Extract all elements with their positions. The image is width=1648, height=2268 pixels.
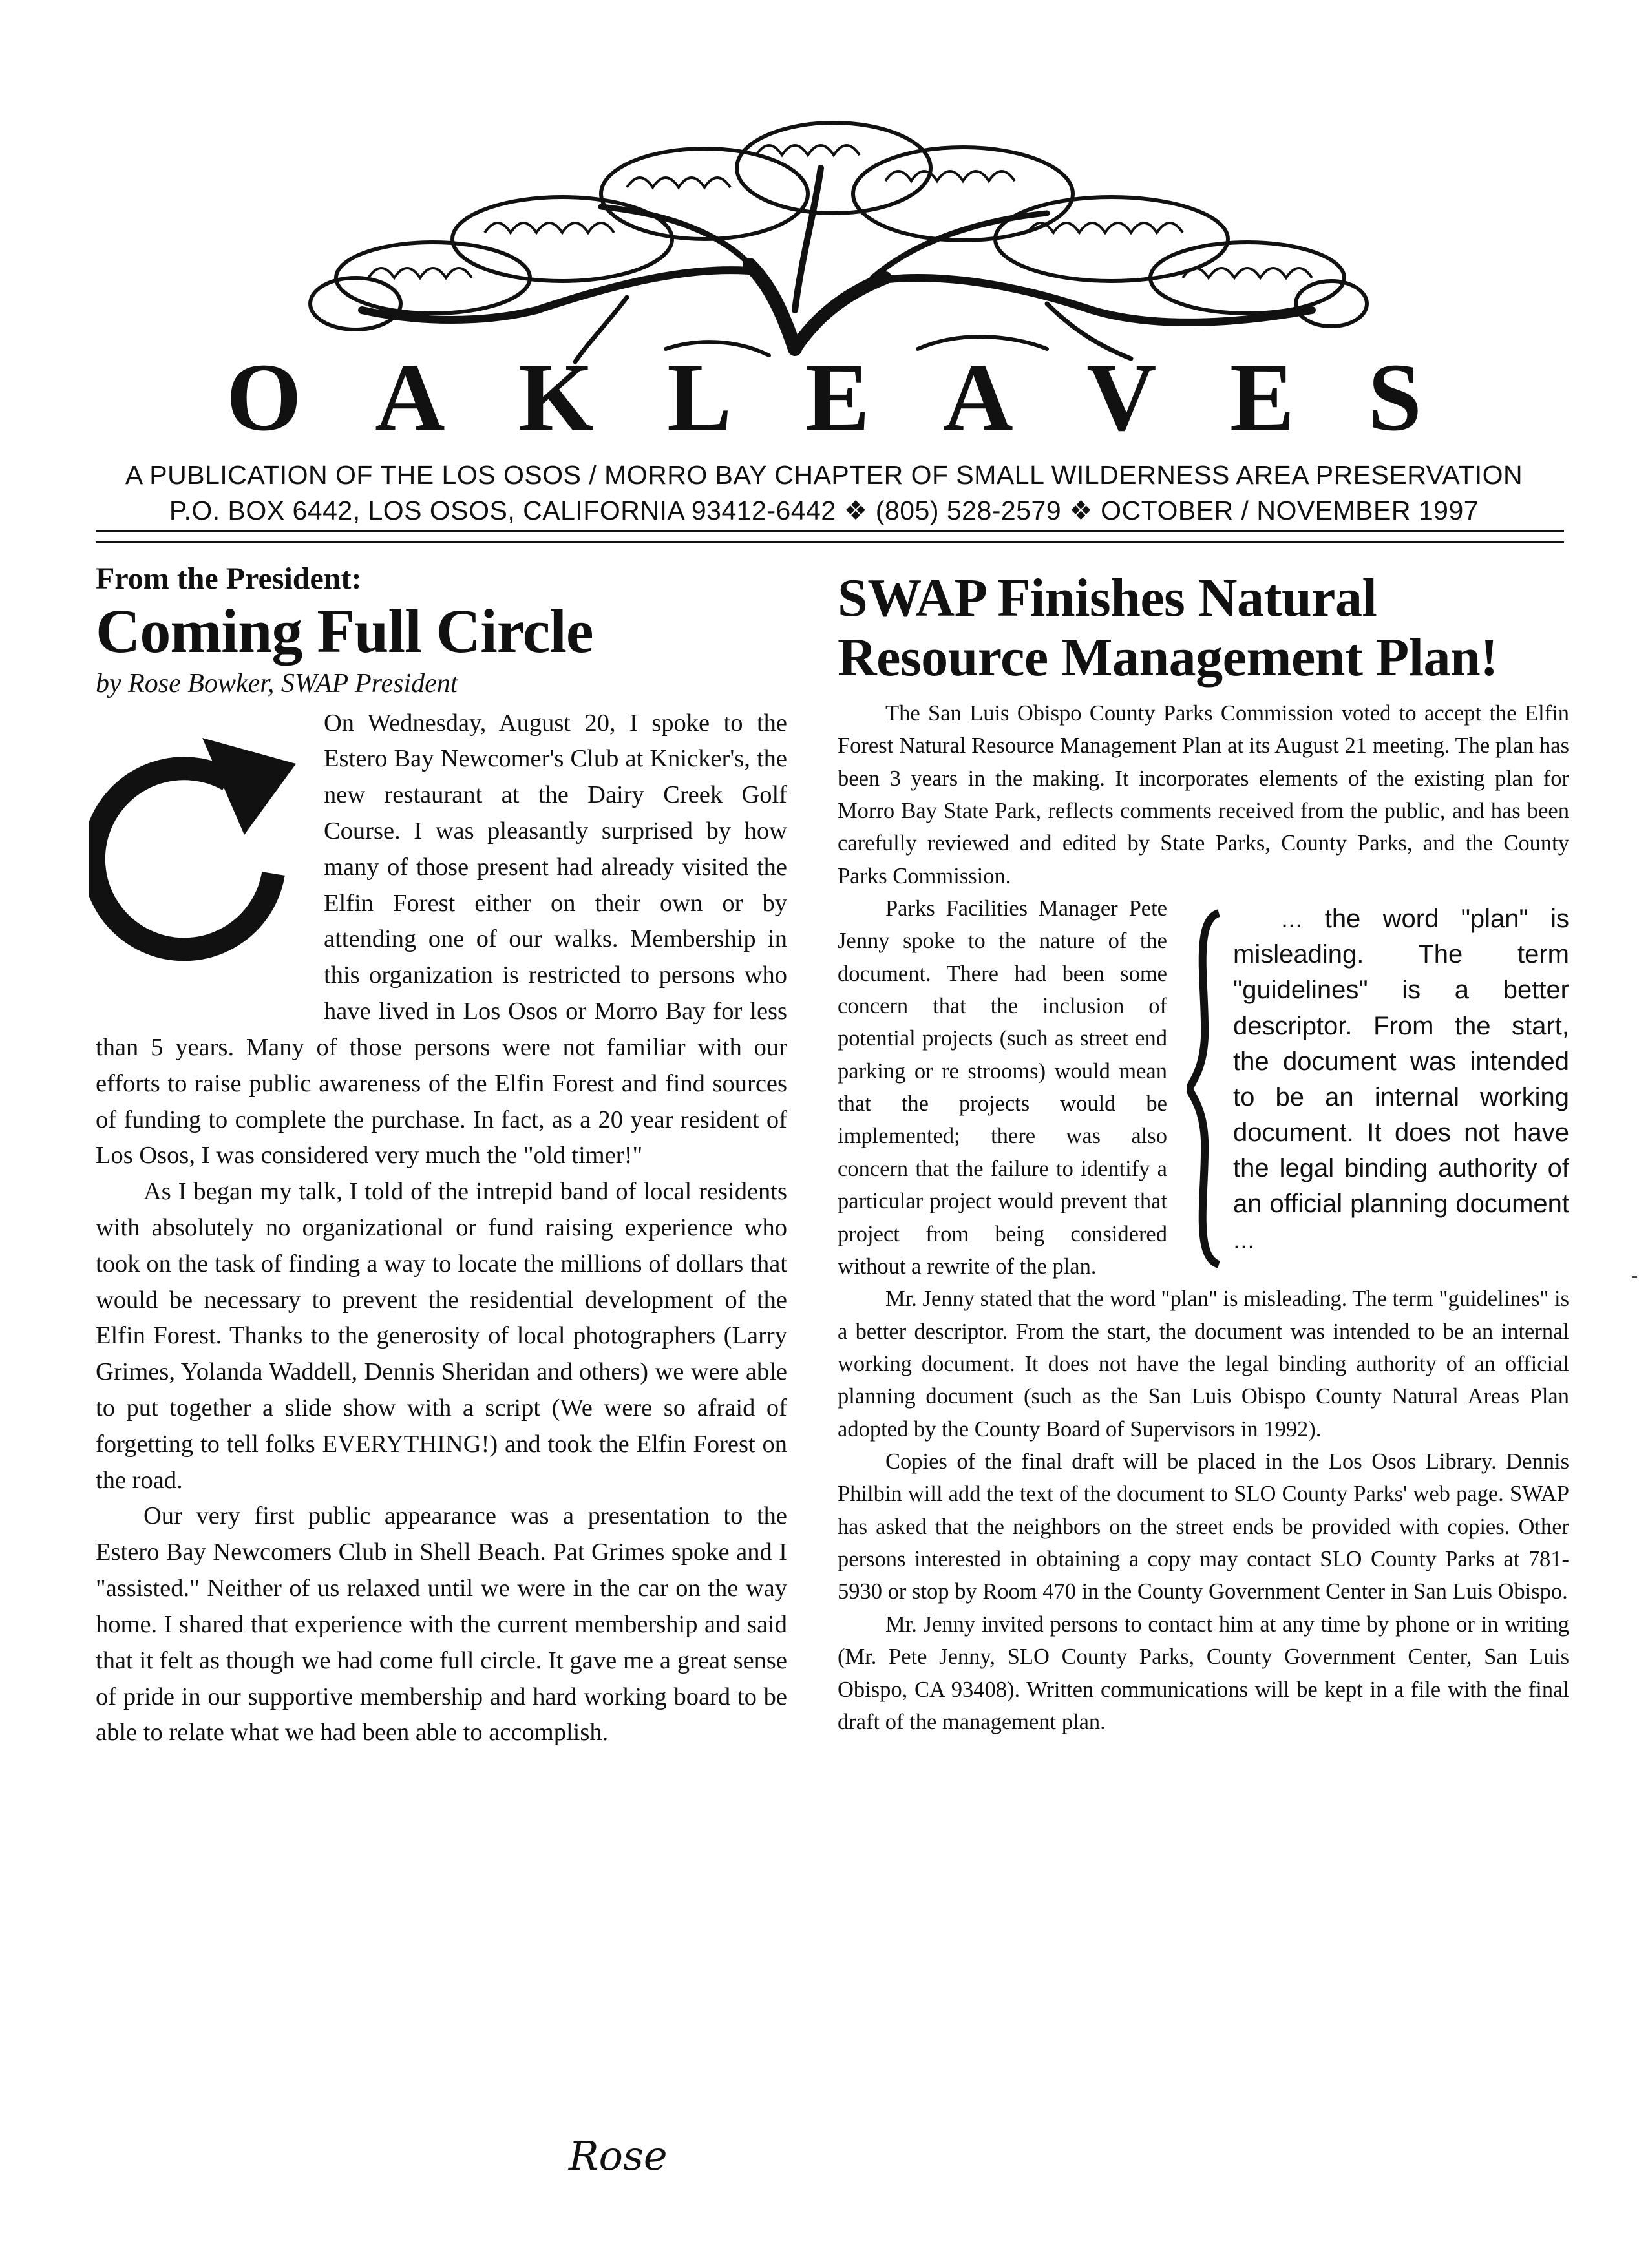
masthead-title bbox=[226, 344, 1422, 451]
article-paragraph: The San Luis Obispo County Parks Commission voted to accept the Elfin Forest Natural Resource Management Plan at its August 21 meeting. The plan has been 3 years in the making. It incorporates elements of the existing plan for Morro Bay State Park, reflects comments received from the public, and has been carefully reviewed and edited by State Parks, County Parks, and the County Parks Commission. bbox=[838, 700, 1569, 888]
article-body bbox=[838, 697, 1569, 1739]
article-paragraph: On Wednesday, August 20, I spoke to the Estero Bay Newcomer's Club at Knicker's, the new restaurant at the Dairy Creek Golf Course. I was pleasantly surprised by how many of those present had already visited the Elfin Forest either on their own or by attending one of our walks. Membership in this organization is restricted to persons who have lived in Los Osos or Morro Bay for less than 5 years. Many of those persons were not familiar with our efforts to raise public awareness of the Elfin Forest and find sources of funding to complete the purchase. In fact, as a 20 year resident of Los Osos, I was considered very much the "old timer!" bbox=[96, 709, 787, 1170]
article-paragraph: Copies of the final draft will be placed in the Los Osos Library. Dennis Philbin will add the text of the document to SLO County Parks' web page. SWAP has asked that the neighbors on the street ends be provided with copies. Other persons interested in obtaining a copy may contact SLO County Parks at 781-5930 or stop by Room 470 in the County Government Center in San Luis Obispo. bbox=[838, 1449, 1569, 1604]
article-byline: by Rose Bowker, SWAP President bbox=[96, 668, 458, 698]
masthead-letter: A bbox=[943, 344, 1013, 451]
author-signature: Rose bbox=[569, 2132, 668, 2179]
masthead-divider-thin bbox=[96, 541, 1564, 543]
masthead-letter: E bbox=[805, 344, 870, 451]
article-paragraph: Parks Facilities Manager Pete Jenny spoke to the nature of the document. There had been some concern that the inclusion of potential projects (such as street end parking or re strooms) would mean that the projects would be implemented; there was also concern that the failure to identify a particular project would prevent that project from being considered without a rewrite of the plan. bbox=[838, 896, 1167, 1279]
pull-quote bbox=[1187, 901, 1569, 1258]
masthead-letter: O bbox=[226, 344, 302, 451]
masthead-letter: V bbox=[1086, 344, 1157, 451]
dropcap bbox=[89, 706, 312, 1009]
masthead-letter: S bbox=[1368, 344, 1422, 451]
article-paragraph: As I began my talk, I told of the intrepid band of local residents with absolutely no organizational or fund raising experience who took on the task of finding a way to locate the millions of dollars that would be necessary to prevent the residential development of the Elfin Forest. Thanks to the generosity of local photographers (Larry Grimes, Yolanda Waddell, Dennis Sheridan and others) we were able to put together a slide show with a script (We were so afraid of forgetting to tell folks EVERYTHING!) and took the Elfin Forest on the road. bbox=[96, 1178, 787, 1494]
article-headline: Coming Full Circle bbox=[96, 596, 593, 666]
article-paragraph: Mr. Jenny invited persons to contact him at any time by phone or in writing (Mr. Pete Jenny, SLO County Parks, County Government Center, San Luis Obispo, CA 93408). Written communications will be kept in a file with the final draft of the management plan. bbox=[838, 1612, 1569, 1734]
article-kicker: From the President: bbox=[96, 562, 362, 596]
article-paragraph: Mr. Jenny stated that the word "plan" is misleading. The term "guidelines" is a better descriptor. From the start, the document was intended to be an internal working document. It does not have the legal binding authority of an official planning document (such as the San Luis Obispo County Natural Areas Plan adopted by the County Board of Supervisors in 1992). bbox=[838, 1286, 1569, 1442]
article-headline: SWAP Finishes Natural Resource Management Plan! bbox=[838, 568, 1498, 688]
publication-contact-line: P.O. BOX 6442, LOS OSOS, CALIFORNIA 93412-6442 ❖ (805) 528-2579 ❖ OCTOBER / NOVEMBER 1997 bbox=[169, 496, 1479, 525]
masthead-letter: L bbox=[667, 344, 732, 451]
article-paragraph: Our very first public appearance was a presentation to the Estero Bay Newcomers Club in Shell Beach. Pat Grimes spoke and I "assisted." Neither of us relaxed until we were in the car on the way home. I shared that experience with the current membership and said that it felt as though we had come full circle. It gave me a great sense of pride in our supportive membership and hard working board to be able to relate what we had been able to accomplish. bbox=[96, 1502, 787, 1747]
publication-subtitle: A PUBLICATION OF THE LOS OSOS / MORRO BAY CHAPTER OF SMALL WILDERNESS AREA PRESERVATION bbox=[125, 460, 1523, 490]
president-article bbox=[96, 562, 787, 1751]
management-plan-article bbox=[838, 569, 1569, 1738]
article-body bbox=[96, 706, 787, 1752]
masthead-letter: K bbox=[518, 344, 594, 451]
curly-brace-icon bbox=[1187, 908, 1225, 1270]
circular-arrow-icon bbox=[89, 725, 309, 996]
scan-speck bbox=[1632, 1276, 1637, 1278]
masthead-letter: A bbox=[375, 344, 445, 451]
masthead-letter: E bbox=[1229, 344, 1295, 451]
masthead-divider bbox=[96, 530, 1564, 532]
pull-quote-text: ... the word "plan" is misleading. The term "guidelines" is a better descriptor. From the start, the document was intended to be an internal working document. It does not have the legal binding authority of an official planning document ... bbox=[1233, 904, 1569, 1254]
